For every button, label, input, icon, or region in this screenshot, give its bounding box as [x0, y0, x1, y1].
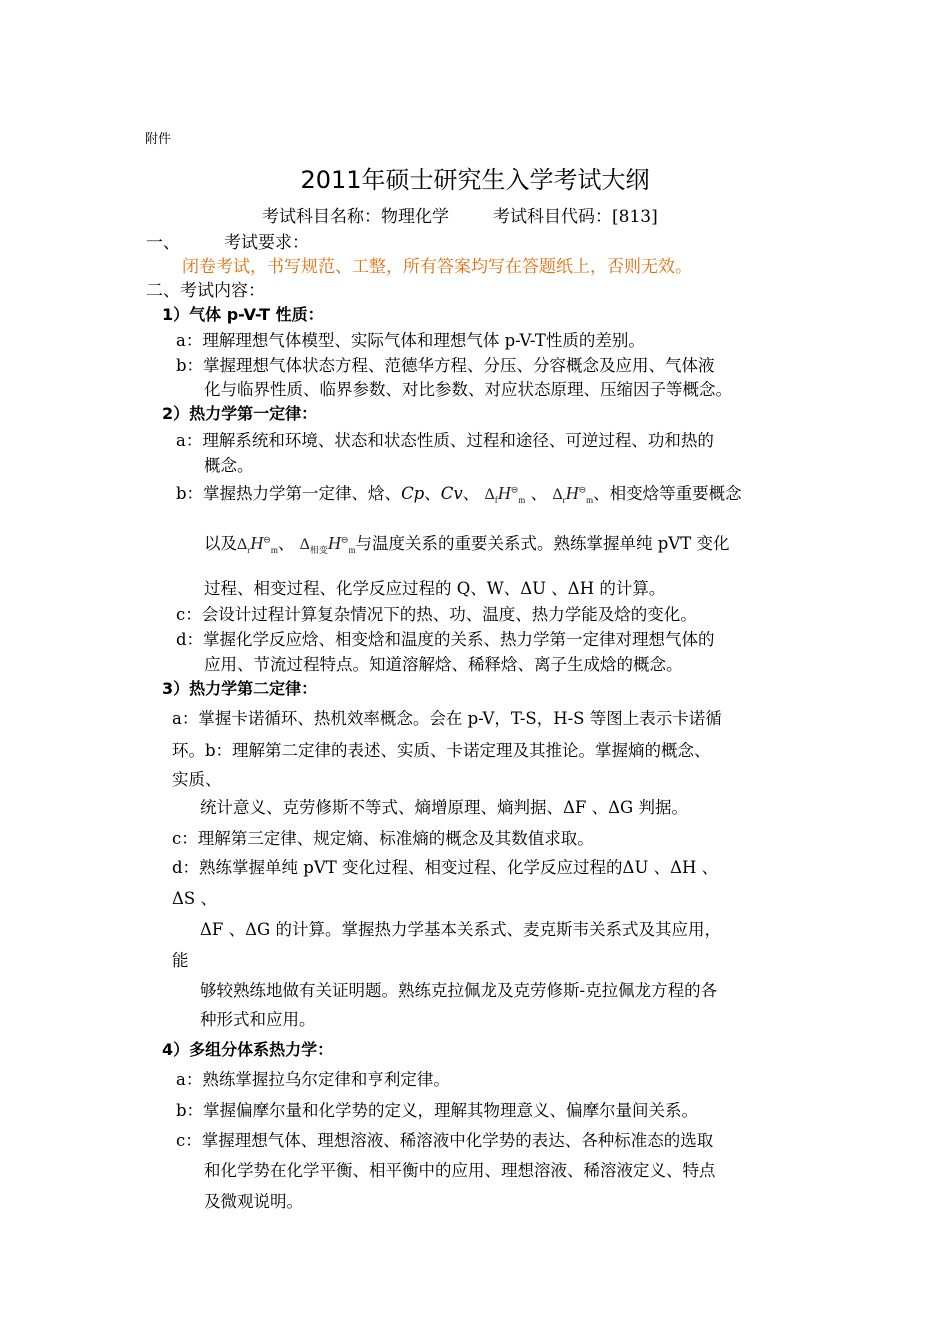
- s3-line-6: d：熟练掌握单纯 pVT 变化过程、相变过程、化学反应过程的ΔU 、ΔH 、: [172, 858, 719, 877]
- delta-r-h-symbol: $\Delta_rH^⊖_m$: [552, 483, 594, 506]
- separator: 、: [277, 534, 295, 553]
- s2-line-b2: [204, 530, 729, 556]
- s1-line-b1: b：掌握理想气体状态方程、范德华方程、分压、分容概念及应用、气体液: [176, 356, 715, 375]
- part1-number: 一、: [146, 233, 180, 253]
- part1-title: 考试要求：: [224, 233, 309, 253]
- cp-symbol: Cp: [401, 484, 425, 503]
- subject-code: 考试科目代码：[813]: [493, 207, 658, 227]
- section1-title: 1）气体 p-V-T 性质：: [162, 305, 324, 324]
- s4-line-c1: c：掌握理想气体、理想溶液、稀溶液中化学势的表达、各种标准态的选取: [176, 1131, 714, 1150]
- s3-line-5: c：理解第三定律、规定熵、标准熵的概念及其数值求取。: [172, 829, 594, 848]
- s1-line-a: a：理解理想气体模型、实际气体和理想气体 p-V-T性质的差别。: [176, 331, 645, 350]
- s2-line-b3: 过程、相变过程、化学反应过程的 Q、W、ΔU 、ΔH 的计算。: [204, 579, 666, 598]
- s2-line-a1: a：理解系统和环境、状态和状态性质、过程和途径、可逆过程、功和热的: [176, 431, 714, 450]
- attachment-label: 附件: [145, 132, 172, 147]
- cv-symbol: Cv: [440, 484, 463, 503]
- exam-requirement-note: 闭卷考试，书写规范、工整，所有答案均写在答题纸上，否则无效。: [182, 257, 692, 277]
- page-title: 2011年硕士研究生入学考试大纲: [300, 166, 650, 194]
- s2-line-b1: [176, 480, 742, 505]
- s2-b1-start: b：掌握热力学第一定律、焓、: [176, 484, 402, 503]
- s4-line-b: b：掌握偏摩尔量和化学势的定义，理解其物理意义、偏摩尔量间关系。: [176, 1101, 699, 1120]
- s3-line-2: 环。b：理解第二定律的表述、实质、卡诺定理及其推论。掌握熵的概念、: [172, 741, 711, 760]
- s4-line-a: a：熟练掌握拉乌尔定律和亨利定律。: [176, 1070, 450, 1089]
- section2-title: 2）热力学第一定律：: [162, 404, 318, 423]
- separator: 、: [462, 484, 480, 503]
- s4-line-c3: 及微观说明。: [204, 1192, 303, 1211]
- s3-line-4: 统计意义、克劳修斯不等式、熵增原理、熵判据、ΔF 、ΔG 判据。: [200, 798, 688, 817]
- section3-title: 3）热力学第二定律：: [162, 679, 318, 698]
- s3-line-3: 实质、: [172, 770, 222, 789]
- part2-heading: 二、考试内容：: [146, 281, 265, 301]
- part1-heading: [146, 228, 309, 253]
- delta-phase-h-symbol: $\Delta_{相变}H^⊖_m$: [299, 533, 356, 556]
- s2-b2-end: 与温度关系的重要关系式。熟练掌握单纯 pVT 变化: [355, 534, 730, 553]
- s3-line-7: ΔS 、: [172, 889, 217, 908]
- s2-b1-end: 、相变焓等重要概念: [593, 484, 742, 503]
- separator: 、: [424, 484, 441, 503]
- subject-name: 考试科目名称：物理化学: [262, 207, 449, 227]
- s3-line-11: 种形式和应用。: [200, 1010, 316, 1029]
- s3-line-8: ΔF 、ΔG 的计算。掌握热力学基本关系式、麦克斯韦关系式及其应用，: [200, 920, 721, 939]
- delta-f-h-symbol: $\Delta_fH^⊖_m$: [484, 483, 526, 506]
- s2-line-a2: 概念。: [204, 456, 254, 475]
- s3-line-9: 能: [172, 951, 189, 970]
- s2-line-d1: d：掌握化学反应焓、相变焓和温度的关系、热力学第一定律对理想气体的: [176, 630, 715, 649]
- section4-title: 4）多组分体系热力学：: [162, 1040, 334, 1059]
- s3-line-10: 够较熟练地做有关证明题。熟练克拉佩龙及克劳修斯-克拉佩龙方程的各: [200, 981, 718, 1000]
- s2-line-c: c：会设计过程计算复杂情况下的热、功、温度、热力学能及焓的变化。: [176, 605, 697, 624]
- s3-line-1: a：掌握卡诺循环、热机效率概念。会在 p-V，T-S，H-S 等图上表示卡诺循: [172, 709, 722, 728]
- s1-line-b2: 化与临界性质、临界参数、对比参数、对应状态原理、压缩因子等概念。: [204, 380, 732, 399]
- s2-line-d2: 应用、节流过程特点。知道溶解焓、稀释焓、离子生成焓的概念。: [204, 655, 683, 674]
- separator: 、: [530, 484, 548, 503]
- subject-line: [262, 202, 658, 227]
- s2-b2-start: 以及: [204, 534, 237, 553]
- s4-line-c2: 和化学势在化学平衡、相平衡中的应用、理想溶液、稀溶液定义、特点: [204, 1161, 716, 1180]
- delta-r-h-symbol: $\Delta_rH^⊖_m$: [237, 533, 278, 556]
